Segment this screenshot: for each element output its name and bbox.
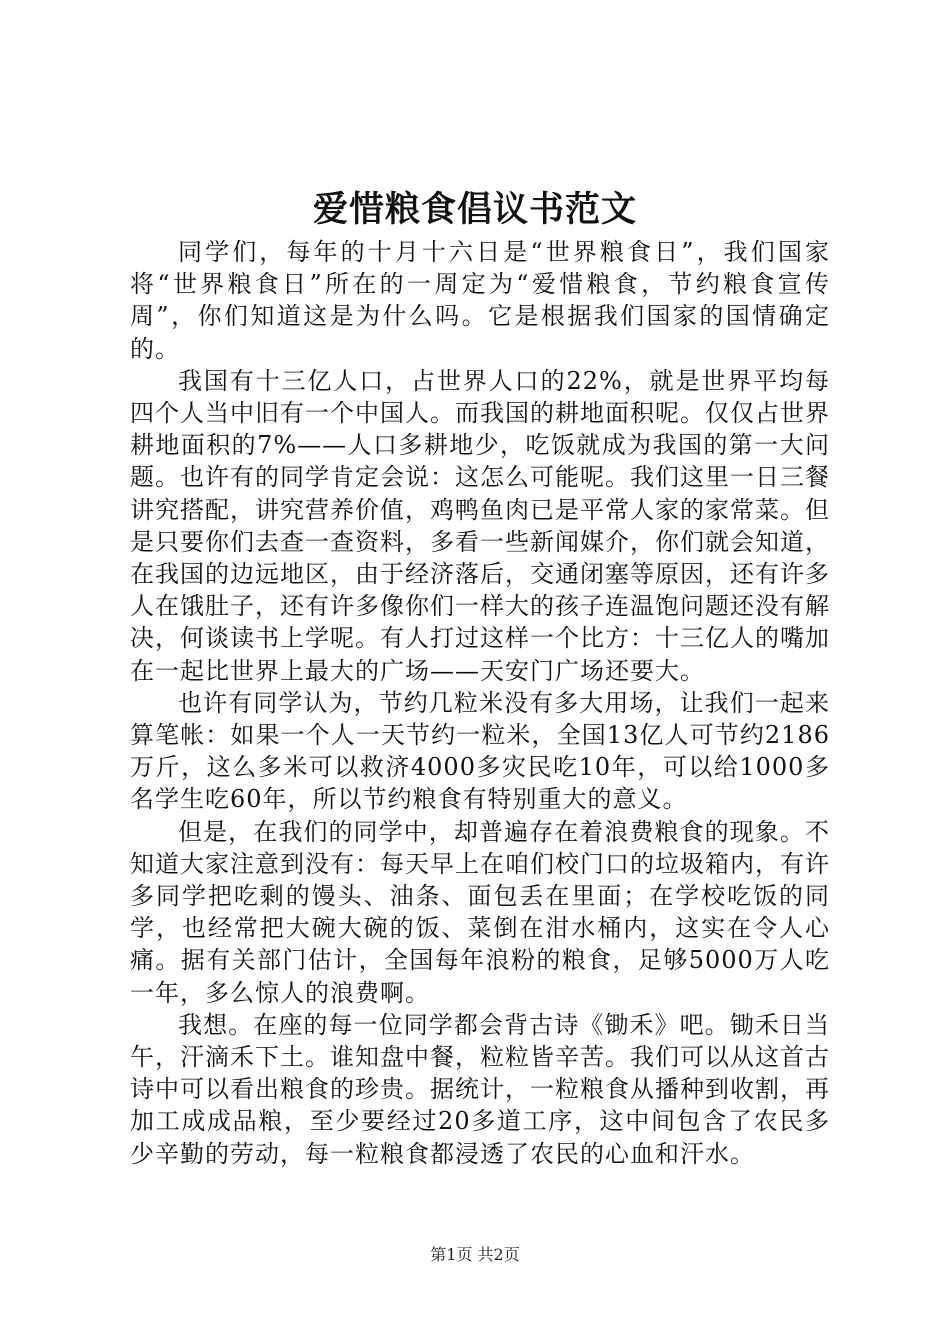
document-title: 爱惜粮食倡议书范文 (312, 189, 637, 230)
paragraph-2: 我国有十三亿人口，占世界人口的22%，就是世界平均每四个人当中旧有一个中国人。而我国的耕地面积呢。仅仅占世界耕地面积的7%——人口多耕地少，吃饭就成为我国的第一大问题。也许有的同学肯定会说：这怎么可能呢。我们这里一日三餐讲究搭配，讲究营养价值，鸡鸭鱼肉已是平常人家的家常菜。但是只要你们去查一查资料，多看一些新闻媒介，你们就会知道，在我国的边远地区，由于经济落后，交通闭塞等原因，还有许多人在饿肚子，还有许多像你们一样大的孩子连温饱问题还没有解决，何谈读书上学呢。有人打过这样一个比方：十三亿人的嘴加在一起比世界上最大的广场——天安门广场还要大。 (130, 366, 830, 685)
paragraph-1: 同学们，每年的十月十六日是“世界粮食日”，我们国家将“世界粮食日”所在的一周定为“爱惜粮食，节约粮食宣传周”，你们知道这是为什么吗。它是根据我们国家的国情确定的。 (130, 238, 830, 363)
page-number-footer: 第1页 共2页 (430, 1245, 520, 1264)
paragraph-3: 也许有同学认为，节约几粒米没有多大用场，让我们一起来算笔帐：如果一个人一天节约一粒米，全国13亿人可节约2186万斤，这么多米可以救济4000多灾民吃10年，可以给1000多名学生吃60年，所以节约粮食有特别重大的意义。 (130, 688, 830, 814)
paragraph-4: 但是，在我们的同学中，却普遍存在着浪费粮食的现象。不知道大家注意到没有：每天早上在咱们校门口的垃圾箱内，有许多同学把吃剩的馒头、油条、面包丢在里面；在学校吃饭的同学，也经常把大碗大碗的饭、菜倒在泔水桶内，这实在令人心痛。据有关部门估计，全国每年浪粉的粮食，足够5000万人吃一年，多么惊人的浪费啊。 (130, 817, 830, 1007)
document-body (130, 236, 830, 1170)
paragraph-5: 我想。在座的每一位同学都会背古诗《锄禾》吧。锄禾日当午，汗滴禾下土。谁知盘中餐，粒粒皆辛苦。我们可以从这首古诗中可以看出粮食的珍贵。据统计，一粒粮食从播种到收割，再加工成成品粮，至少要经过20多道工序，这中间包含了农民多少辛勤的劳动，每一粒粮食都浸透了农民的心血和汗水。 (130, 1010, 830, 1168)
